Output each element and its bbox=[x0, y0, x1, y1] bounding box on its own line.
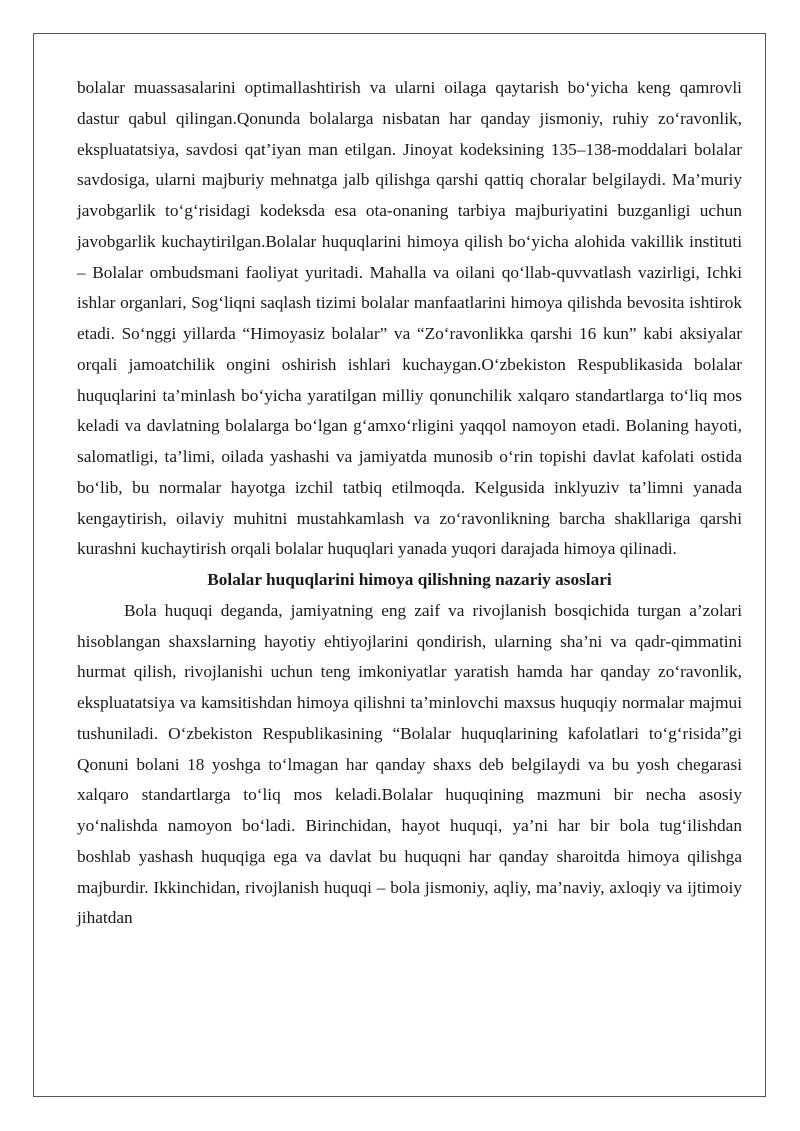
body-paragraph: bolalar muassasalarini optimallashtirish va ularni oilaga qaytarish bo‘yicha keng qamrovli dastur qabul qilingan.Qonunda bolalarga nisbatan har qanday jismoniy, ruhiy zo‘ravonlik, ekspluatatsiya, savdosi qat’iyan man etilgan. Jinoyat kodeksining 135–138-moddalari bolalar savdosiga, ularni majburiy mehnatga jalb qilishga qarshi qattiq choralar belgilaydi. Ma’muriy javobgarlik to‘g‘risidagi kodeksda esa ota-onaning tarbiya majburiyatini buzganligi uchun javobgarlik kuchaytirilgan.Bolalar huquqlarini himoya qilish bo‘yicha alohida vakillik instituti – Bolalar ombudsmani faoliyat yuritadi. Mahalla va oilani qo‘llab-quvvatlash vazirligi, Ichki ishlar organlari, Sog‘liqni saqlash tizimi bolalar manfaatlarini himoya qilishda bevosita ishtirok etadi. So‘nggi yillarda “Himoyasiz bolalar” va “Zo‘ravonlikka qarshi 16 kun” kabi aksiyalar orqali jamoatchilik ongini oshirish ishlari kuchaygan.O‘zbekiston Respublikasida bolalar huquqlarini ta’minlash bo‘yicha yaratilgan milliy qonunchilik xalqaro standartlarga to‘liq mos keladi va davlatning bolalarga bo‘lgan g‘amxo‘rligini yaqqol namoyon etadi. Bolaning hayoti, salomatligi, ta’limi, oilada yashashi va jamiyatda munosib o‘rin topishi davlat kafolati ostida bo‘lib, bu normalar hayotga izchil tatbiq etilmoqda. Kelgusida inklyuziv ta’limni yanada kengaytirish, oilaviy muhitni mustahkamlash va zo‘ravonlikning barcha shakllariga qarshi kurashni kuchaytirish orqali bolalar huquqlari yanada yuqori darajada himoya qilinadi. bbox=[77, 78, 742, 559]
document-body bbox=[77, 73, 742, 934]
section-heading: Bolalar huquqlarini himoya qilishning nazariy asoslari bbox=[207, 570, 612, 589]
body-paragraph: Bola huquqi deganda, jamiyatning eng zaif va rivojlanish bosqichida turgan a’zolari hisoblangan shaxslarning hayotiy ehtiyojlarini qondirish, ularning sha’ni va qadr-qimmatini hurmat qilish, rivojlanishi uchun teng imkoniyatlar yaratish hamda har qanday zo‘ravonlik, ekspluatatsiya va kamsitishdan himoya qilishni ta’minlovchi maxsus huquqiy normalar majmui tushuniladi. O‘zbekiston Respublikasining “Bolalar huquqlarining kafolatlari to‘g‘risida”gi Qonuni bolani 18 yoshga to‘lmagan har qanday shaxs deb belgilaydi va bu yosh chegarasi xalqaro standartlarga to‘liq mos keladi.Bolalar huquqining mazmuni bir necha asosiy yo‘nalishda namoyon bo‘ladi. Birinchidan, hayot huquqi, ya’ni har bir bola tug‘ilishdan boshlab yashash huquqiga ega va davlat bu huquqni har qanday sharoitda himoya qilishga majburdir. Ikkinchidan, rivojlanish huquqi – bola jismoniy, aqliy, ma’naviy, axloqiy va ijtimoiy jihatdan bbox=[77, 600, 742, 928]
